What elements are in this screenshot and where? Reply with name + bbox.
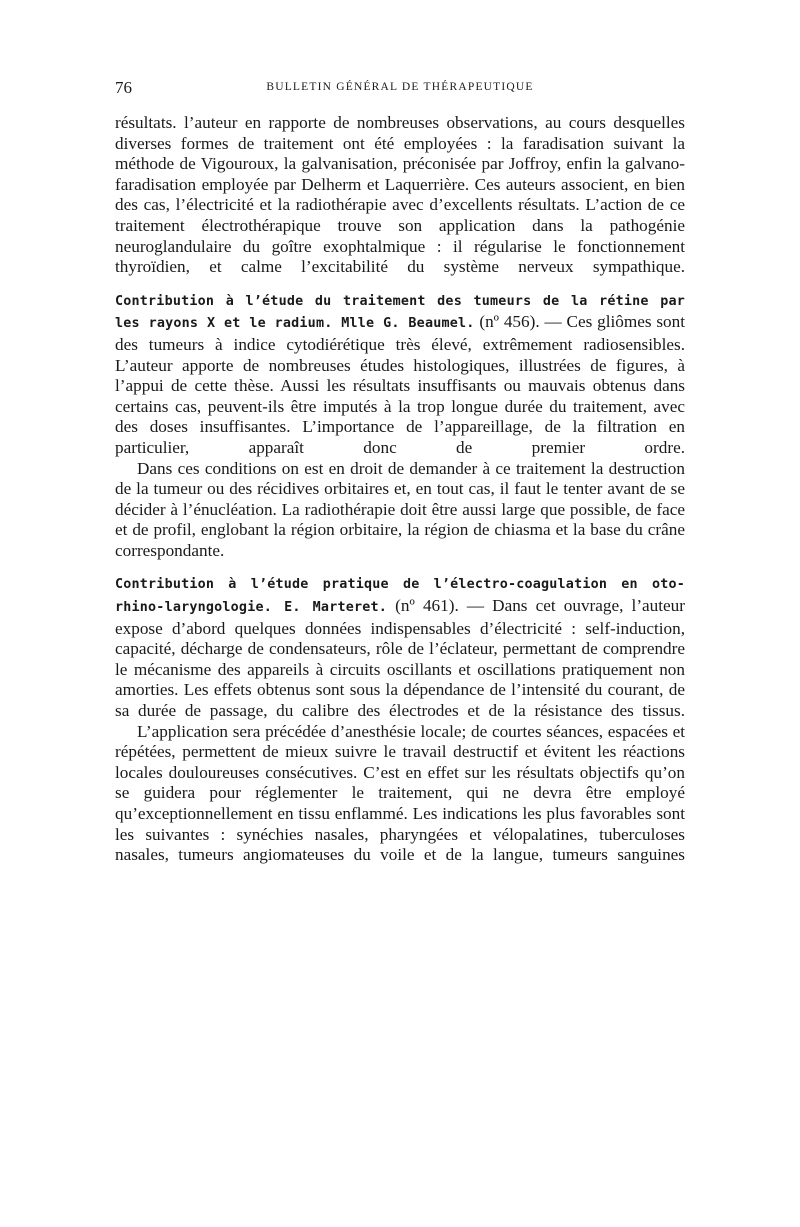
entry-text: (nº 461). — Dans cet ouvrage, l’auteur expose d’abord quelques données indispensables d’électricité : self-induction, capacité, décharge de condensateurs, rôle de l’éclateur, permettant de comprendre le mécanisme des appareils à circuits oscillants et oscillations pratiquement non amorties. Les effets obtenus sont sous la dépendance de l’intensité du courant, de sa durée de passage, du calibre des électrodes et de la résistance des tissus. [115, 596, 685, 721]
entry-title: Contribution à l’étude pratique de l’électro-coagulation en oto-rhino-laryngologie. E. Marteret. [115, 577, 685, 616]
page-header [115, 78, 685, 98]
entry-marteret-paragraph: L’application sera précédée d’anesthésie locale; de courtes séances, espacées et répétées, permettent de mieux suivre le travail destructif et évitent les réactions locales douloureuses consécutives. C’est en effet sur les résultats objectifs qu’on se guidera pour réglementer le traitement, qui ne devra être employé qu’exceptionnellement en tissu enflammé. Les indications les plus favorables sont les suivantes : synéchies nasales, pharyngées et vélopalatines, tuberculoses nasales, tumeurs angiomateuses du voile et de la langue, tumeurs sanguines [115, 721, 685, 865]
page-number: 76 [115, 78, 132, 97]
entry-beaumel-paragraph: Dans ces conditions on est en droit de demander à ce traitement la destruction de la tumeur ou des récidives orbitaires et, en tout cas, il faut le tenter avant de se décider à l’énucléation. La radiothérapie doit être aussi large que possible, de face et de profil, englobant la région orbitaire, la région de chiasma et la base du crâne correspondante. [115, 458, 685, 560]
entry-marteret [115, 573, 685, 721]
entry-text: (nº 456). — Ces gliômes sont des tumeurs à indice cytodiérétique très élevé, extrêmement radiosensibles. L’auteur apporte de nombreuses études histologiques, illustrées de figures, à l’appui de cette thèse. Aussi les résultats insuffisants ou mauvais obtenus dans certains cas, peuvent-ils être imputés à la trop longue durée du traitement, avec des doses insuffisantes. L’importance de l’appareillage, de la filtration en particulier, apparaît donc de premier ordre. [115, 312, 685, 457]
entry-title: Contribution à l’étude du traitement des tumeurs de la rétine par les rayons X et le radium. Mlle G. Beaumel. [115, 293, 685, 332]
running-title: BULLETIN GÉNÉRAL DE THÉRAPEUTIQUE [266, 81, 534, 93]
intro-paragraph: résultats. l’auteur en rapporte de nombreuses observations, au cours desquelles diverses formes de traitement ont été employées : la faradisation suivant la méthode de Vigouroux, la galvanisation, préconisée par Joffroy, enfin la galvano-faradisation employée par Delherm et Laquerrière. Ces auteurs associent, en bien des cas, l’électricité et la radiothérapie avec d’excellents résultats. L’action de ce traitement électrothérapique trouve son application dans la pathogénie neuroglandulaire du goître exophtalmique : il régularise le fonctionnement thyroïdien, et calme l’excitabilité du système nerveux sympathique. [115, 113, 685, 277]
entry-beaumel [115, 290, 685, 459]
body-text [115, 113, 685, 866]
